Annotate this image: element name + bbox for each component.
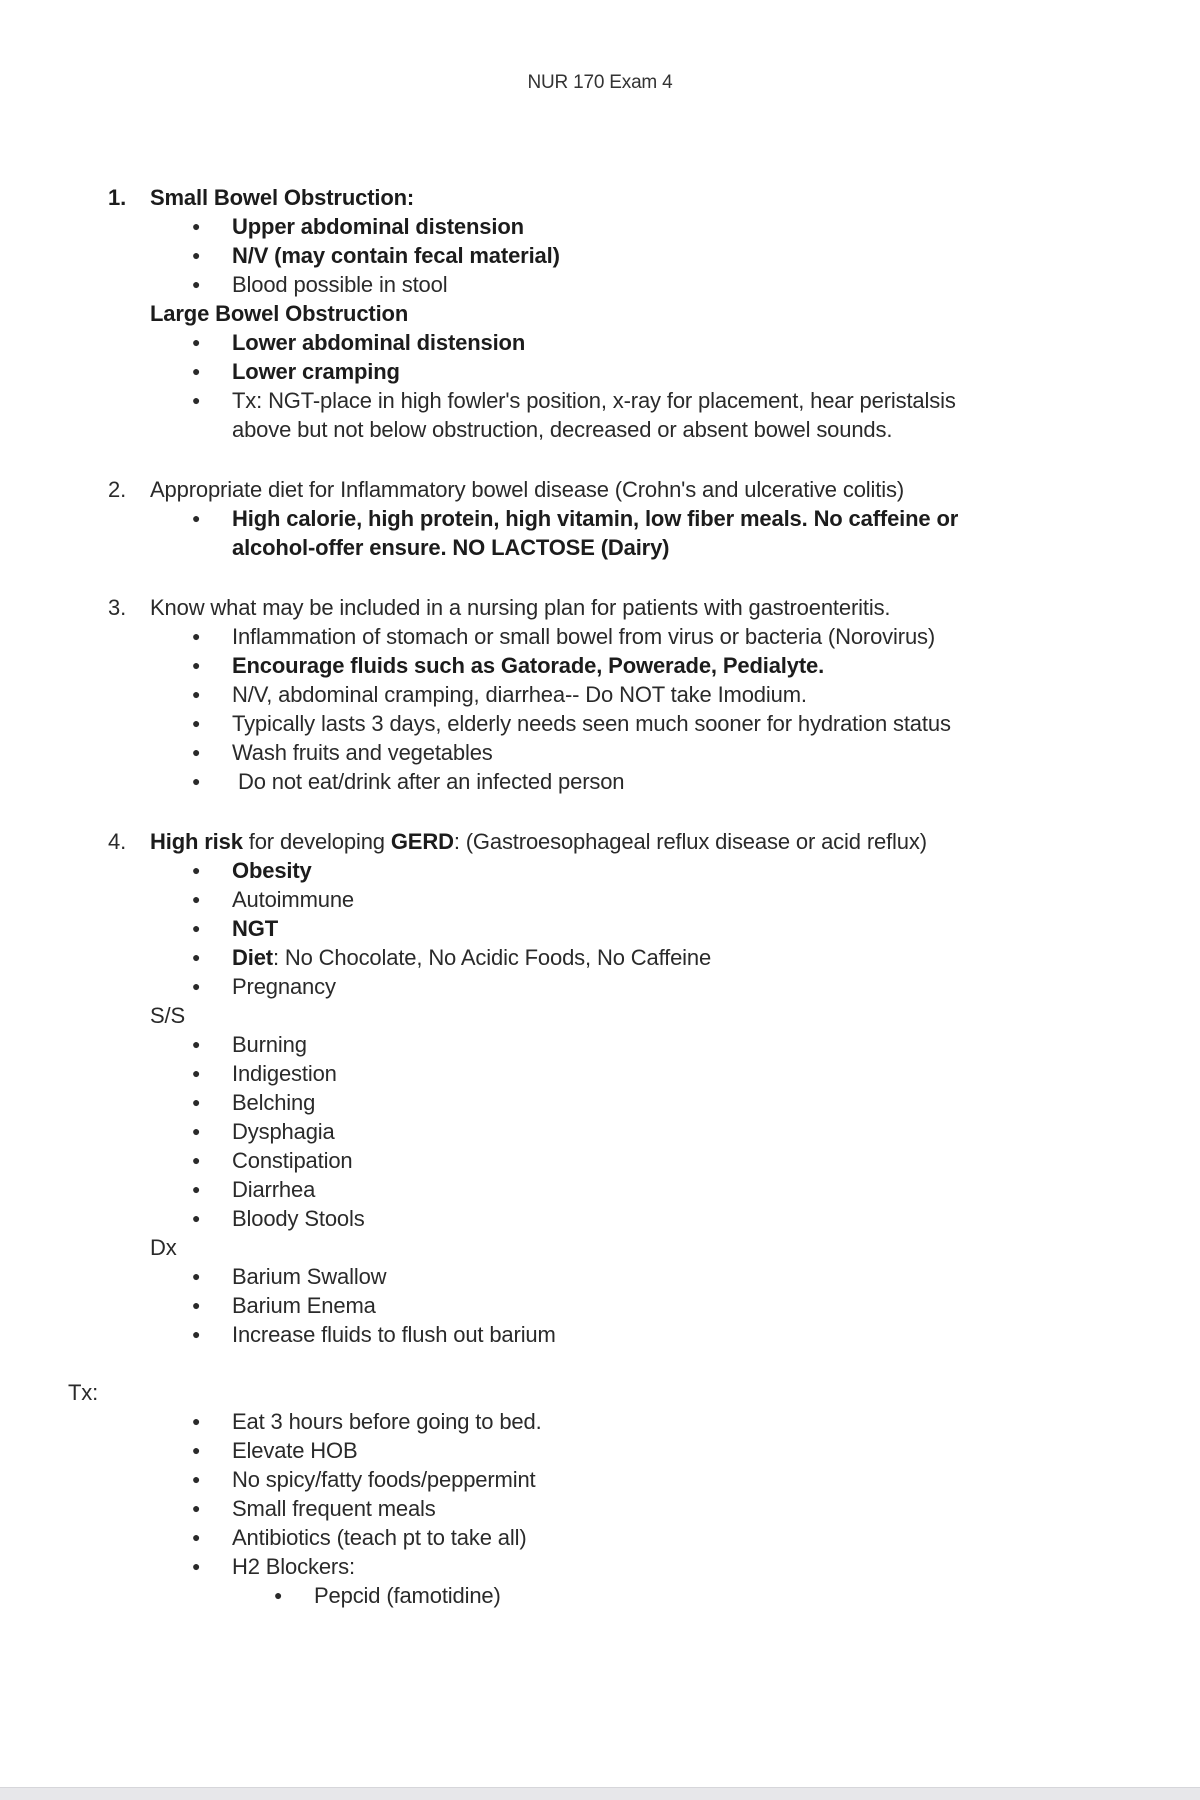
list-item: No spicy/fatty foods/peppermint <box>232 1467 536 1492</box>
bullet-icon: ● <box>192 715 201 731</box>
list-item: Blood possible in stool <box>232 272 448 297</box>
bullet-icon: ● <box>192 862 201 878</box>
title-emphasis: High risk <box>150 829 243 854</box>
bullet-icon: ● <box>192 1210 201 1226</box>
list-item: Barium Swallow <box>232 1264 387 1289</box>
bullet-icon: ● <box>192 247 201 263</box>
title-text: : (Gastroesophageal reflux disease or acid reflux) <box>453 829 927 854</box>
bullet-icon: ● <box>274 1587 283 1603</box>
list-item: Increase fluids to flush out barium <box>232 1322 556 1347</box>
list-item: High calorie, high protein, high vitamin, low fiber meals. No caffeine or <box>232 506 959 531</box>
item-number: 4. <box>108 829 127 854</box>
list-item: Lower cramping <box>232 359 400 384</box>
list-item: Bloody Stools <box>232 1206 365 1231</box>
list-item-continuation: alcohol-offer ensure. NO LACTOSE (Dairy) <box>232 535 670 560</box>
list-item: Burning <box>232 1032 307 1057</box>
list-item: Dysphagia <box>232 1119 335 1144</box>
bullet-icon: ● <box>192 1094 201 1110</box>
title-text: for developing <box>242 829 391 854</box>
bullet-icon: ● <box>192 1413 201 1429</box>
bullet-icon: ● <box>192 1558 201 1574</box>
list-item: Constipation <box>232 1148 353 1173</box>
item-number: 2. <box>108 477 127 502</box>
subsection-label: S/S <box>150 1003 186 1028</box>
list-item: H2 Blockers: <box>232 1554 355 1579</box>
bullet-icon: ● <box>192 1529 201 1545</box>
list-item: Tx: NGT-place in high fowler's position, x-ray for placement, hear peristalsis <box>232 388 956 413</box>
bullet-icon: ● <box>192 891 201 907</box>
bullet-icon: ● <box>192 920 201 936</box>
section-title <box>150 827 927 856</box>
bullet-icon: ● <box>192 1500 201 1516</box>
list-item: N/V, abdominal cramping, diarrhea-- Do NOT take Imodium. <box>232 682 807 707</box>
bullet-icon: ● <box>192 1152 201 1168</box>
list-item-nested: Pepcid (famotidine) <box>314 1583 501 1608</box>
list-item: Pregnancy <box>232 974 336 999</box>
list-item: N/V (may contain fecal material) <box>232 243 560 268</box>
bullet-icon: ● <box>192 1036 201 1052</box>
bullet-icon: ● <box>192 334 201 350</box>
subsection-label: Tx: <box>68 1380 99 1405</box>
bullet-icon: ● <box>192 510 201 526</box>
bullet-icon: ● <box>192 1442 201 1458</box>
list-item: Autoimmune <box>232 887 355 912</box>
bullet-icon: ● <box>192 1065 201 1081</box>
list-item: Belching <box>232 1090 316 1115</box>
page-header: NUR 170 Exam 4 <box>527 72 673 93</box>
bullet-icon: ● <box>192 773 201 789</box>
diet-label: Diet <box>232 945 273 970</box>
list-item: Barium Enema <box>232 1293 376 1318</box>
bullet-icon: ● <box>192 657 201 673</box>
bullet-icon: ● <box>192 1326 201 1342</box>
subsection-label: Dx <box>150 1235 177 1260</box>
list-item: Lower abdominal distension <box>232 330 526 355</box>
list-item: Do not eat/drink after an infected person <box>232 769 625 794</box>
bullet-icon: ● <box>192 363 201 379</box>
bullet-icon: ● <box>192 686 201 702</box>
viewer-bottom-edge <box>0 1787 1200 1800</box>
item-number: 3. <box>108 595 127 620</box>
section-title: Appropriate diet for Inflammatory bowel disease (Crohn's and ulcerative colitis) <box>150 477 904 502</box>
bullet-icon: ● <box>192 1123 201 1139</box>
bullet-icon: ● <box>192 392 201 408</box>
bullet-icon: ● <box>192 949 201 965</box>
list-item: Elevate HOB <box>232 1438 358 1463</box>
list-item: Encourage fluids such as Gatorade, Powerade, Pedialyte. <box>232 653 825 678</box>
section-title: Know what may be included in a nursing plan for patients with gastroenteritis. <box>150 595 891 620</box>
list-item: Diarrhea <box>232 1177 316 1202</box>
bullet-icon: ● <box>192 978 201 994</box>
list-item: NGT <box>232 916 278 941</box>
list-item: Eat 3 hours before going to bed. <box>232 1409 542 1434</box>
bullet-icon: ● <box>192 276 201 292</box>
bullet-icon: ● <box>192 1268 201 1284</box>
bullet-icon: ● <box>192 1471 201 1487</box>
list-item: Obesity <box>232 858 312 883</box>
bullet-icon: ● <box>192 1181 201 1197</box>
bullet-icon: ● <box>192 744 201 760</box>
bullet-icon: ● <box>192 628 201 644</box>
bullet-icon: ● <box>192 218 201 234</box>
item-number: 1. <box>108 185 127 210</box>
bullet-icon: ● <box>192 1297 201 1313</box>
diet-text: : No Chocolate, No Acidic Foods, No Caffeine <box>272 945 712 970</box>
section-title: Small Bowel Obstruction: <box>150 185 415 210</box>
list-item: Indigestion <box>232 1061 337 1086</box>
list-item: Antibiotics (teach pt to take all) <box>232 1525 527 1550</box>
list-item: Small frequent meals <box>232 1496 436 1521</box>
list-item: Typically lasts 3 days, elderly needs seen much sooner for hydration status <box>232 711 951 736</box>
section-subtitle: Large Bowel Obstruction <box>150 301 409 326</box>
list-item <box>232 943 711 972</box>
list-item: Inflammation of stomach or small bowel from virus or bacteria (Norovirus) <box>232 624 936 649</box>
list-item: Upper abdominal distension <box>232 214 524 239</box>
list-item: Wash fruits and vegetables <box>232 740 493 765</box>
list-item-continuation: above but not below obstruction, decreased or absent bowel sounds. <box>232 417 893 442</box>
title-emphasis: GERD <box>390 829 454 854</box>
